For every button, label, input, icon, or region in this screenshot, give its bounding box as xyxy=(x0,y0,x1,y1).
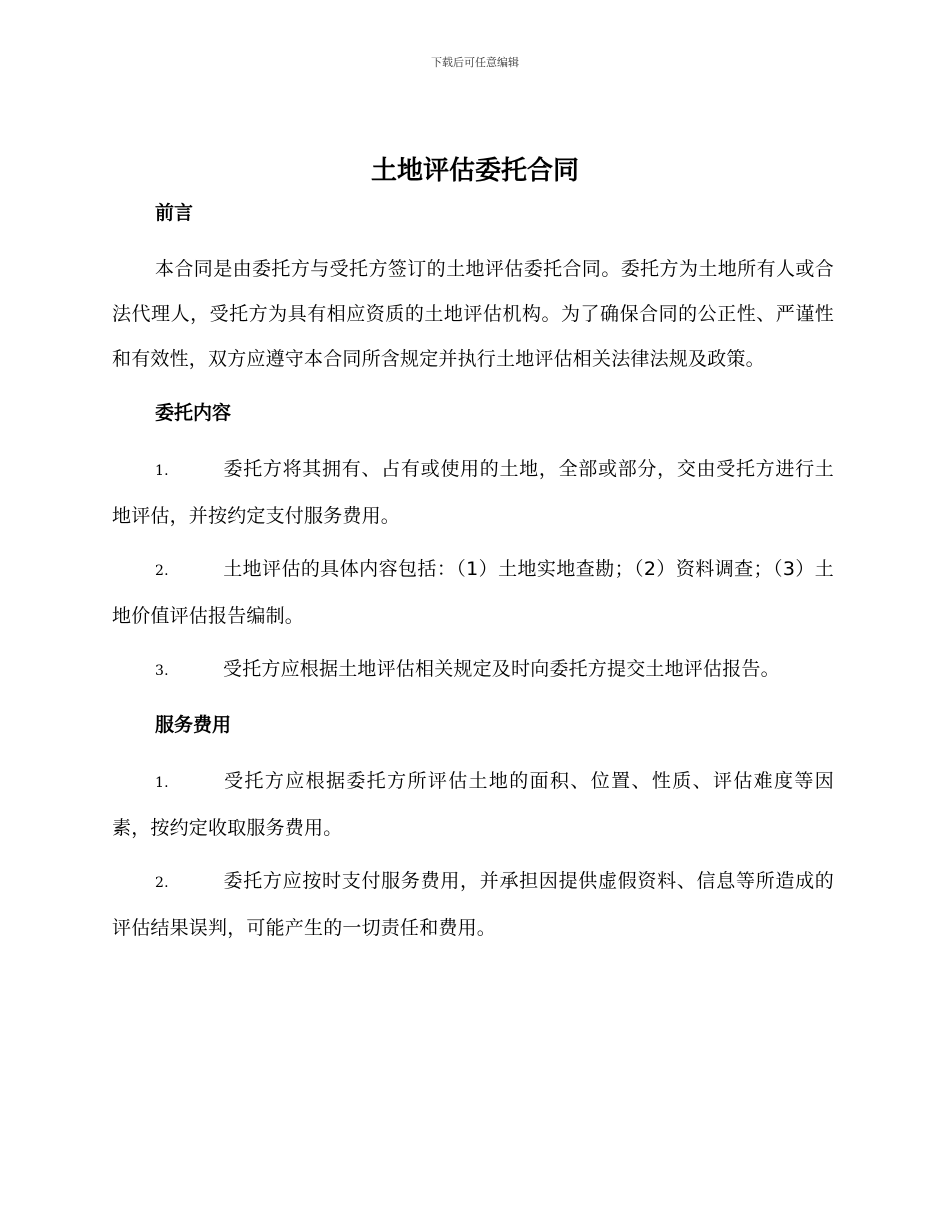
item-number: 1. xyxy=(155,775,169,791)
section-service-fees xyxy=(112,708,834,951)
header-note: 下载后可任意编辑 xyxy=(431,56,519,69)
item-number: 2. xyxy=(155,563,169,579)
document-body xyxy=(112,196,834,959)
list-item xyxy=(112,647,834,694)
item-text: 土地评估的具体内容包括：（1）土地实地查勘；（2）资料调查；（3）土地价值评估报告编制。 xyxy=(112,558,834,627)
item-text: 委托方将其拥有、占有或使用的土地，全部或部分，交由受托方进行土地评估，并按约定支付服务费用。 xyxy=(112,458,834,527)
item-text: 受托方应根据委托方所评估土地的面积、位置、性质、评估难度等因素，按约定收取服务费用。 xyxy=(112,770,834,839)
list-item xyxy=(112,547,834,639)
section-heading: 服务费用 xyxy=(155,714,232,736)
document-title: 土地评估委托合同 xyxy=(370,156,579,186)
section-paragraph: 本合同是由委托方与受托方签订的土地评估委托合同。委托方为土地所有人或合法代理人，受托方为具有相应资质的土地评估机构。为了确保合同的公正性、严谨性和有效性，双方应遵守本合同所含规定并执行土地评估相关法律法规及政策。 xyxy=(112,258,834,370)
section-entrusted-content xyxy=(112,396,834,694)
list-item xyxy=(112,859,834,951)
list-item xyxy=(112,759,834,851)
item-number: 2. xyxy=(155,875,169,891)
list-item xyxy=(112,447,834,539)
item-number: 3. xyxy=(155,663,169,679)
item-text: 受托方应根据土地评估相关规定及时向委托方提交土地评估报告。 xyxy=(223,658,780,680)
section-heading: 委托内容 xyxy=(155,402,232,424)
section-heading: 前言 xyxy=(155,202,194,224)
item-number: 1. xyxy=(155,463,169,479)
section-preface xyxy=(112,196,834,382)
item-text: 委托方应按时支付服务费用，并承担因提供虚假资料、信息等所造成的评估结果误判，可能产生的一切责任和费用。 xyxy=(112,870,834,939)
